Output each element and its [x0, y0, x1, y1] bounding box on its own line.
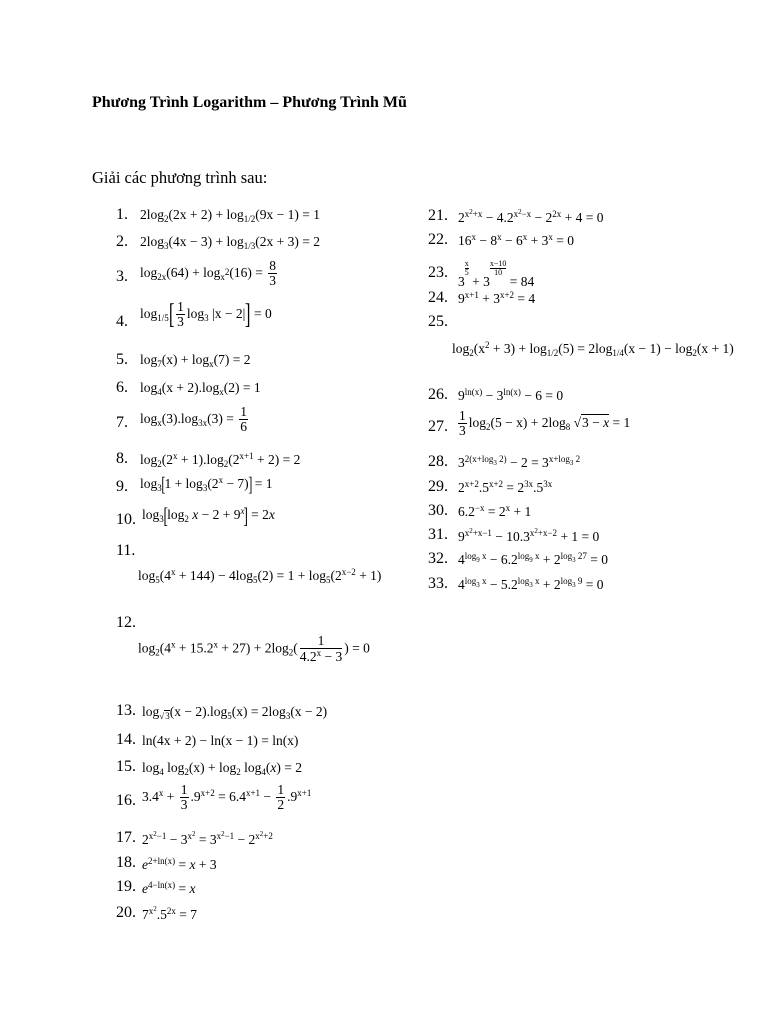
equation-expression: $\log_{2x}(64) + \log_{x^2}(16)$ = $\frac{8}{3}$	[140, 258, 276, 289]
equation-expression: $\log_3[1 + \log_3(2^x - 7)] = 1$	[140, 473, 273, 496]
equation-expression: $2^{x^2+x} - 4.2^{x^2-x} - 2^{2x} + 4 = 0$	[458, 208, 604, 225]
equation-number: 23.	[428, 264, 448, 281]
equation-expression: $2^{x^2-1} - 3^{x^2} = 3^{x^2-1} - 2^{x^2+2}$	[142, 830, 273, 847]
equation-number: 11.	[116, 542, 136, 559]
equation-number: 33.	[428, 575, 448, 592]
equation-number: 31.	[428, 526, 448, 543]
equation-expression: $\log_{√3}(x - 2).\log_5(x) = 2\log_3(x - 2)$	[142, 704, 328, 721]
equation-number: 28.	[428, 453, 448, 470]
page-title: Phương Trình Logarithm – Phương Trình Mũ	[92, 94, 407, 111]
equation-number: 29.	[428, 478, 448, 495]
equation-expression: $2\log_3(4x - 3) + \log_{1/3}(2x + 3) = 2$	[140, 234, 320, 251]
equation-number: 8.	[116, 450, 128, 467]
equation-number: 6.	[116, 379, 128, 396]
equation-number: 10.	[116, 511, 136, 528]
equation-number: 5.	[116, 351, 128, 368]
equation-number: 3.	[116, 268, 128, 285]
equation-expression: $7^{x^2}.5^{2x} = 7$	[142, 905, 197, 922]
equation-number: 16.	[116, 792, 136, 809]
equation-number: 18.	[116, 854, 136, 871]
equation-expression: $2^{x+2}.5^{x+2} = 2^{3x}.5^{3x}$	[458, 479, 553, 495]
equation-number: 4.	[116, 313, 128, 330]
equation-number: 14.	[116, 731, 136, 748]
equation-expression: $\frac{1}{3}$ $\log_2(5 - x) + 2\log_8$ √3 − x = 1	[459, 408, 631, 439]
equation-number: 12.	[116, 614, 136, 631]
equation-number: 15.	[116, 758, 136, 775]
equation-number: 19.	[116, 878, 136, 895]
equation-expression: $\log_2(2^x + 1).\log_2(2^{x+1} + 2) = 2$	[140, 451, 301, 469]
equation-expression: $\log_5(4^x + 144) - 4\log_5(2) = 1 + \log_5(2^{x-2} + 1)$	[138, 567, 382, 585]
equation-number: 21.	[428, 207, 448, 224]
equation-number: 24.	[428, 289, 448, 306]
equation-expression: $6.2^{-x} = 2^x + 1$	[458, 503, 532, 519]
equation-expression: $\log_x(3).\log_{3x}(3)$ = $\frac{1}{6}$	[140, 404, 247, 435]
equation-number: 7.	[116, 414, 128, 431]
equation-expression: $3^{2(x+log_3 2)} - 2 = 3^{x+log_3 2}$	[458, 454, 581, 470]
equation-number: 26.	[428, 386, 448, 403]
equation-expression: $\log_3[\log_2$ $x - 2 + 9^x] = 2x$	[142, 503, 275, 528]
equation-number: 13.	[116, 702, 136, 719]
equation-expression: $4^{log_3 x} - 5.2^{log_3 x} + 2^{log_3 9} = 0$	[458, 576, 604, 592]
equation-expression: $\log_2(x^2 + 3) + \log_{1/2}(5) = 2\log_{1/4}(x - 1) - \log_2(x + 1)$	[452, 340, 734, 358]
equation-number: 17.	[116, 829, 136, 846]
equation-expression: $\log_4 \log_2(x) + \log_2 \log_4(x) = 2$	[142, 760, 303, 777]
equation-expression: $3.4^x$ + $\frac{1}{3}$ $.9^{x+2} = 6.4^{x+1}$ − $\frac{1}{2}$ $.9^{x+1}$	[142, 782, 312, 813]
equation-expression: $\log_{1/5}$[ $\frac{1}{3}$ $\log_3 |x - 2|] = 0$	[140, 299, 272, 331]
equation-number: 1.	[116, 206, 128, 223]
equation-number: 9.	[116, 478, 128, 495]
equation-expression: $e^{2+ln(x)} = x + 3$	[142, 856, 217, 872]
equation-number: 20.	[116, 904, 136, 921]
instructions: Giải các phương trình sau:	[92, 168, 268, 187]
equation-expression: $\log_4(x + 2).\log_x(2) = 1$	[140, 380, 261, 397]
equation-expression: $\log_2(4^x + 15.2^x + 27) + 2\log_2$( $\frac{1}{4.2^x - 3}$ ) = 0	[138, 633, 370, 665]
equation-expression: $9^{x^2+x-1} - 10.3^{x^2+x-2} + 1 = 0$	[458, 527, 600, 544]
equation-expression: $4^{log_9 x} - 6.2^{log_9 x} + 2^{log_3 27} = 0$	[458, 551, 609, 567]
equation-expression: $9^{ln(x)} - 3^{ln(x)} - 6 = 0$	[458, 387, 564, 403]
equation-number: 2.	[116, 233, 128, 250]
equation-number: 30.	[428, 502, 448, 519]
equation-number: 27.	[428, 418, 448, 435]
equation-expression: 3 $\frac{x}{5}$ + 3 $\frac{x-10}{10}$ = 84	[458, 259, 535, 289]
equation-expression: ln(4x + 2) − ln(x − 1) = ln(x)	[142, 733, 299, 748]
equation-number: 25.	[428, 313, 448, 330]
equation-expression: $9^{x+1} + 3^{x+2} = 4$	[458, 290, 536, 306]
equation-expression: $16^x - 8^x - 6^x + 3^x = 0$	[458, 232, 574, 248]
equation-number: 32.	[428, 550, 448, 567]
equation-number: 22.	[428, 231, 448, 248]
equation-expression: $2\log_2(2x + 2) + \log_{1/2}(9x - 1) = 1$	[140, 207, 320, 224]
equation-expression: $e^{4-ln(x)} = x$	[142, 880, 196, 896]
equation-expression: $\log_7(x) + \log_x(7) = 2$	[140, 352, 251, 369]
